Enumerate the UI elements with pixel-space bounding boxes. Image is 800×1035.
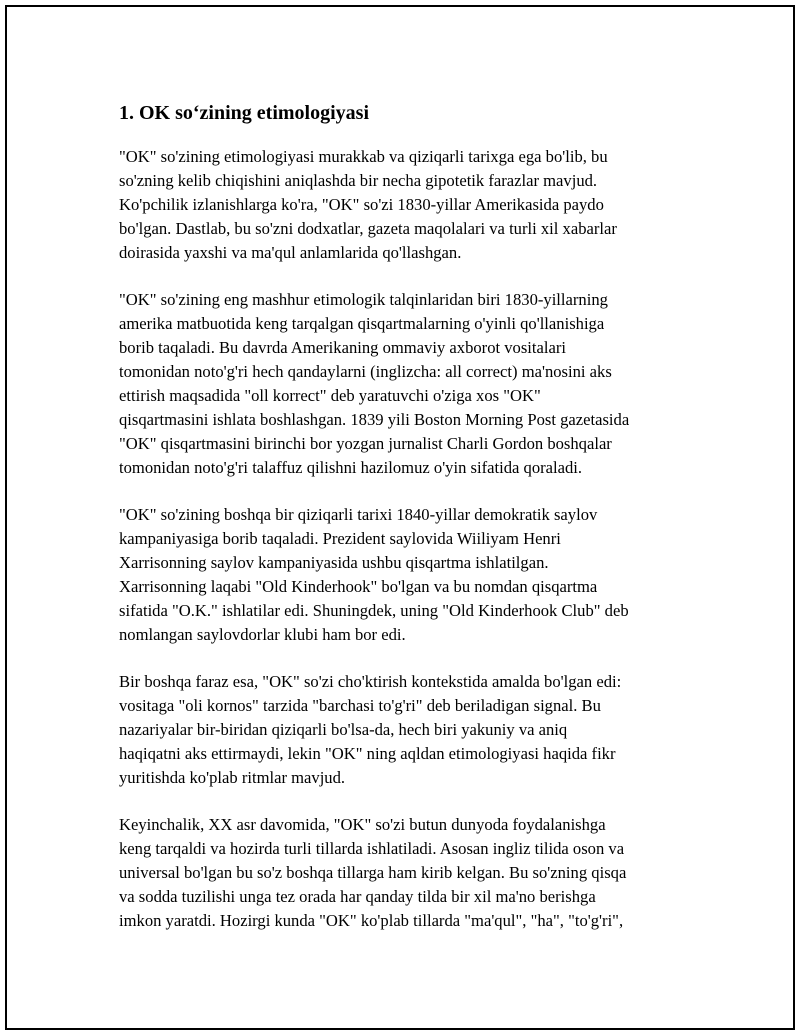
text-line: nazariyalar bir-biridan qiziqarli bo'lsa-da, hech biri yakuniy va aniq: [119, 720, 568, 739]
text-line: Bir boshqa faraz esa, "OK" so'zi cho'ktirish kontekstida amalda bo'lgan edi:: [119, 672, 622, 691]
text-line: vositaga "oli kornos" tarzida "barchasi to'g'ri" deb beriladigan signal. Bu: [119, 696, 601, 715]
section-heading: 1. OK so‘zining etimologiyasi: [119, 102, 369, 124]
paragraph-3: [119, 503, 689, 647]
paragraph-2: [119, 288, 689, 480]
text-line: sifatida "O.K." ishlatilar edi. Shuningdek, uning "Old Kinderhook Club" deb: [119, 601, 629, 620]
text-line: "OK" so'zining etimologiyasi murakkab va qiziqarli tarixga ega bo'lib, bu: [119, 147, 608, 166]
text-line: tomonidan noto'g'ri hech qandaylarni (inglizcha: all correct) ma'nosini aks: [119, 362, 612, 381]
text-line: yuritishda ko'plab ritmlar mavjud.: [119, 768, 346, 787]
text-line: qisqartmasini ishlata boshlashgan. 1839 yili Boston Morning Post gazetasida: [119, 410, 630, 429]
text-line: bo'lgan. Dastlab, bu so'zni dodxatlar, gazeta maqolalari va turli xil xabarlar: [119, 219, 617, 238]
paragraph-5: [119, 813, 689, 933]
text-line: amerika matbuotida keng tarqalgan qisqartmalarning o'yinli qo'llanishiga: [119, 314, 605, 333]
text-line: "OK" qisqartmasini birinchi bor yozgan jurnalist Charli Gordon boshqalar: [119, 434, 612, 453]
text-line: nomlangan saylovdorlar klubi ham bor edi.: [119, 625, 406, 644]
text-line: va sodda tuzilishi unga tez orada har qanday tilda bir xil ma'no berishga: [119, 887, 596, 906]
text-line: "OK" so'zining eng mashhur etimologik talqinlaridan biri 1830-yillarning: [119, 290, 608, 309]
text-line: imkon yaratdi. Hozirgi kunda "OK" ko'plab tillarda "ma'qul", "ha", "to'g'ri",: [119, 911, 624, 930]
text-line: borib taqaladi. Bu davrda Amerikaning ommaviy axborot vositalari: [119, 338, 567, 357]
text-line: ettirish maqsadida "oll korrect" deb yaratuvchi o'ziga xos "OK": [119, 386, 541, 405]
text-line: haqiqatni aks ettirmaydi, lekin "OK" ning aqldan etimologiyasi haqida fikr: [119, 744, 616, 763]
text-line: tomonidan noto'g'ri talaffuz qilishni hazilomuz o'yin sifatida qoraladi.: [119, 458, 583, 477]
text-line: Keyinchalik, XX asr davomida, "OK" so'zi butun dunyoda foydalanishga: [119, 815, 606, 834]
page-frame: [5, 5, 795, 1030]
text-line: so'zning kelib chiqishini aniqlashda bir necha gipotetik farazlar mavjud.: [119, 171, 598, 190]
text-line: universal bo'lgan bu so'z boshqa tillarga ham kirib kelgan. Bu so'zning qisqa: [119, 863, 627, 882]
text-line: Xarrisonning laqabi "Old Kinderhook" bo'lgan va bu nomdan qisqartma: [119, 577, 598, 596]
paragraph-4: [119, 670, 689, 790]
document-body: [119, 99, 689, 956]
text-line: doirasida yaxshi va ma'qul anlamlarida qo'llashgan.: [119, 243, 462, 262]
paragraph-1: [119, 145, 689, 265]
text-line: Ko'pchilik izlanishlarga ko'ra, "OK" so'zi 1830-yillar Amerikasida paydo: [119, 195, 604, 214]
text-line: Xarrisonning saylov kampaniyasida ushbu qisqartma ishlatilgan.: [119, 553, 549, 572]
text-line: keng tarqaldi va hozirda turli tillarda ishlatiladi. Asosan ingliz tilida oson va: [119, 839, 625, 858]
text-line: "OK" so'zining boshqa bir qiziqarli tarixi 1840-yillar demokratik saylov: [119, 505, 598, 524]
text-line: kampaniyasiga borib taqaladi. Prezident saylovida Wiiliyam Henri: [119, 529, 561, 548]
